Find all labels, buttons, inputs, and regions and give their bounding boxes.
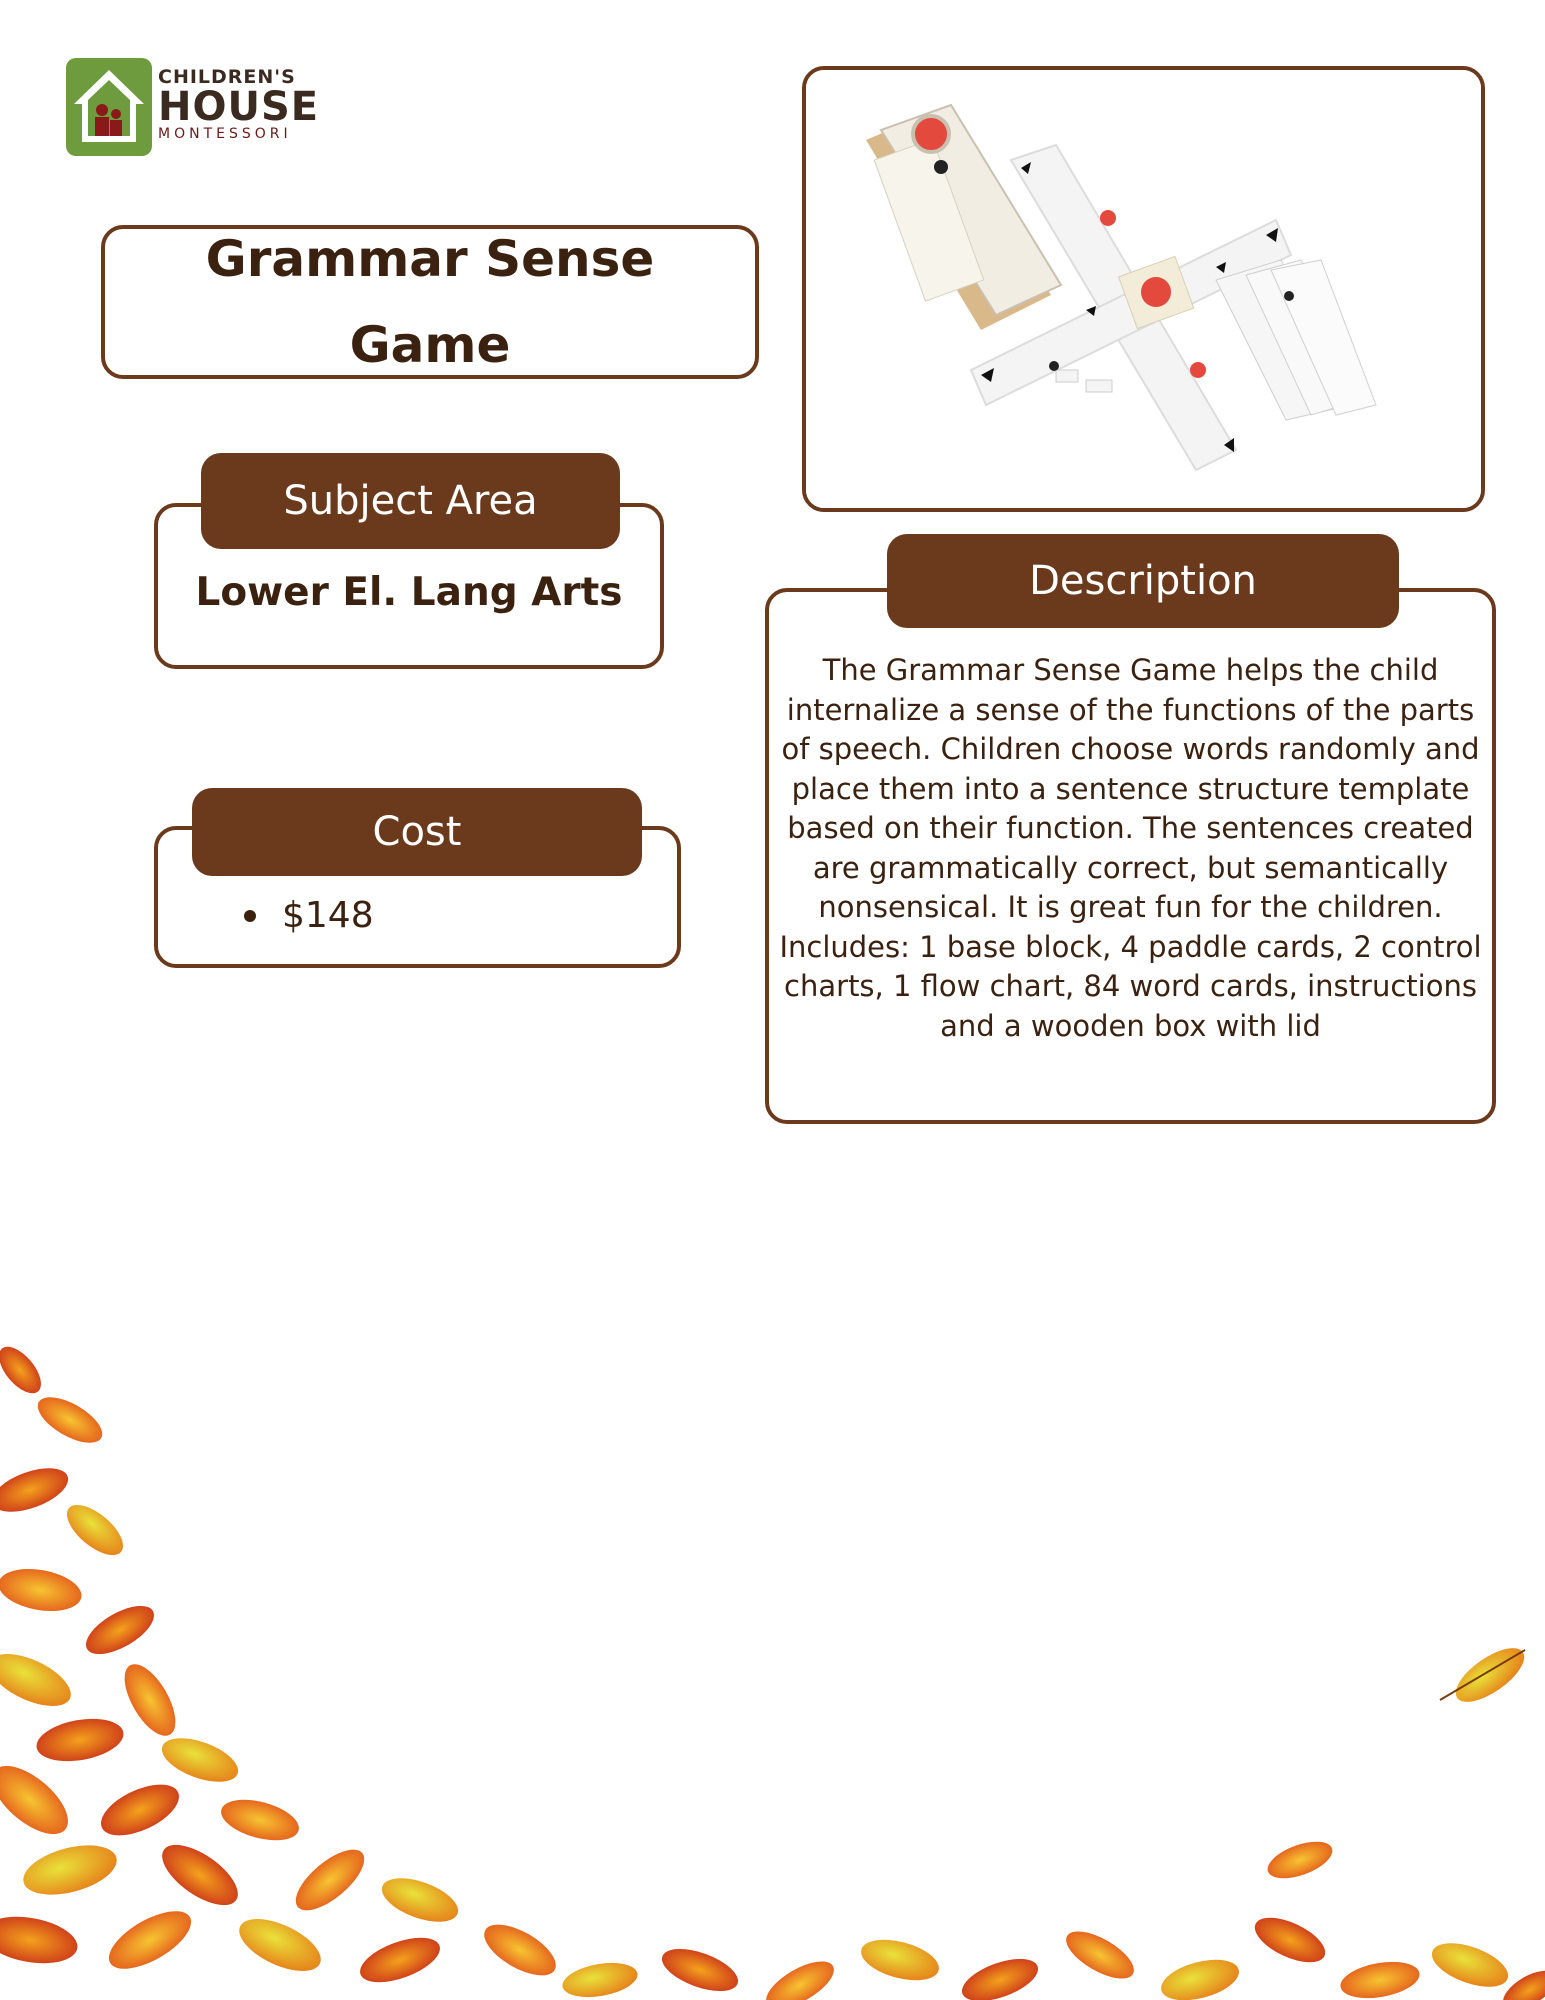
- cost-header: Cost: [192, 788, 642, 876]
- product-image-frame: [802, 66, 1485, 512]
- school-logo: [66, 58, 320, 158]
- logo-wordmark: [158, 66, 319, 142]
- product-image: [806, 70, 1481, 508]
- cost-list-item: [244, 895, 374, 936]
- logo-line-2: HOUSE: [158, 84, 320, 130]
- autumn-leaves-decoration: [0, 1300, 1545, 2000]
- house-icon: [66, 58, 152, 156]
- logo-line-3: MONTESSORI: [158, 126, 292, 142]
- logo-line-1: CHILDREN'S: [158, 66, 296, 88]
- page-title: Grammar Sense Game: [205, 230, 655, 374]
- title-box: [101, 225, 759, 379]
- description-text: The Grammar Sense Game helps the child internalize a sense of the functions of the parts of speech. Children choose words randomly and place them into a sentence structure template based on their function. The sentences created are grammatically correct, but semantically nonsensical. It is great fun for the children. Includes: 1 base block, 4 paddle cards, 2 control charts, 1 flow chart, 84 word cards, instructions and a wooden box with lid: [779, 653, 1482, 1043]
- subject-area-header: Subject Area: [201, 453, 620, 549]
- bullet-icon: [244, 910, 256, 922]
- subject-area-value: Lower El. Lang Arts: [195, 570, 623, 615]
- cost-value: $148: [282, 895, 374, 936]
- description-header: Description: [887, 534, 1399, 628]
